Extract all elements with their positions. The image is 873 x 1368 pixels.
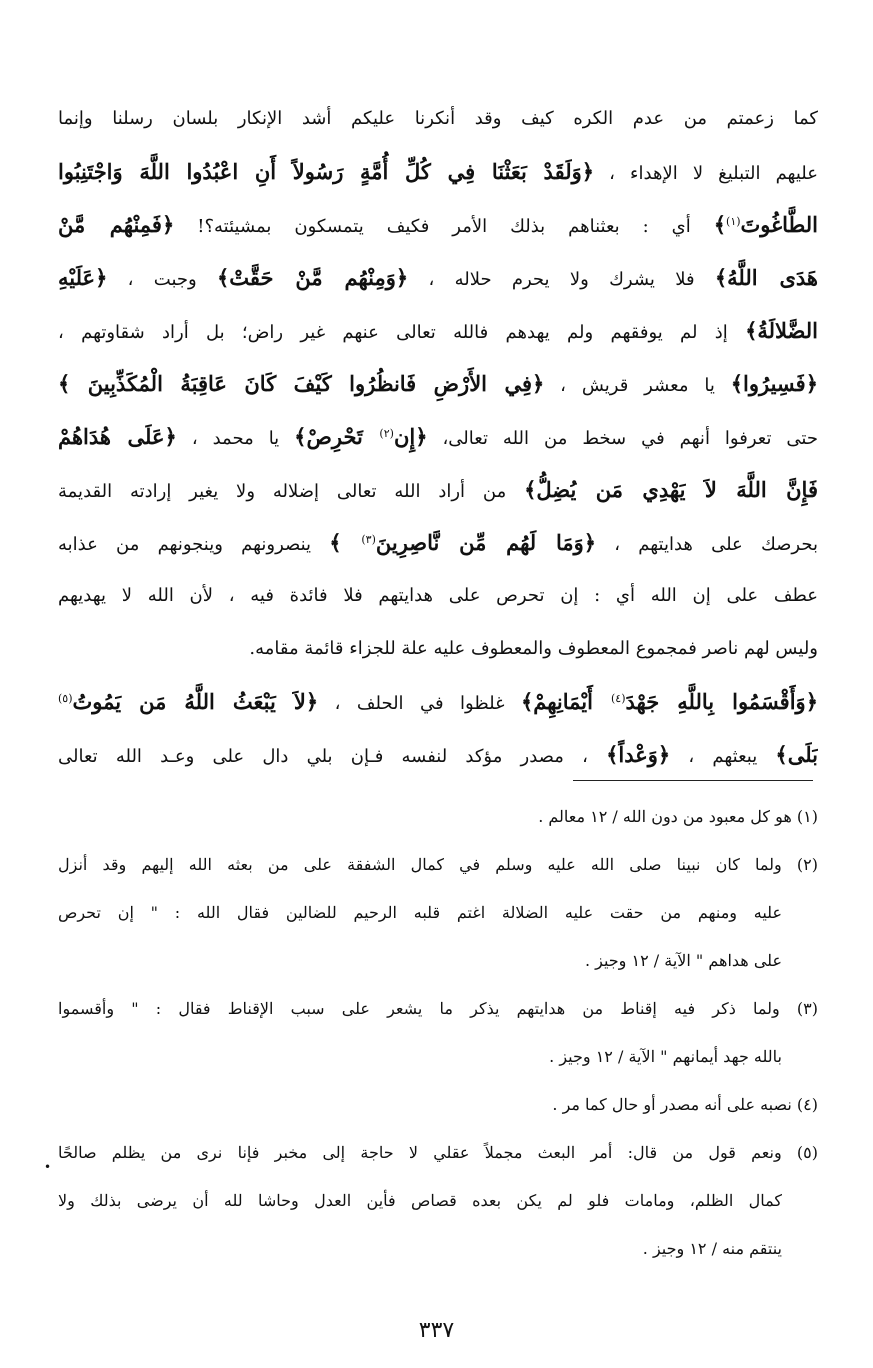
text-line <box>58 251 818 304</box>
commentary-text: إذ لم يوفقهم ولم يهدهم فالله تعالى عنهم غير راض؛ بل أراد شقاوتهم ، <box>58 322 746 343</box>
footnote-5-end: ينتقم منه / ١٢ وجيز . <box>642 1239 782 1258</box>
text-line <box>58 92 818 145</box>
commentary-text: وليس لهم ناصر فمجموع المعطوف والمعطوف عليه علة للجزاء قائمة مقامه. <box>249 638 818 659</box>
quran-verse: ﴿إِن <box>393 424 428 449</box>
quran-verse: أَيْمَانِهِمْ﴾ <box>520 689 611 714</box>
commentary-text: حتى تعرفوا أنهم في سخط من الله تعالى، <box>427 428 818 449</box>
quran-verse: ﴿فِي الأَرْضِ فَانظُرُوا كَيْفَ كَانَ عَاقِبَةُ الْمُكَذِّبِينَ ﴾ <box>58 371 545 396</box>
quran-verse: ﴿وَعْداً﴾ <box>606 742 671 767</box>
quran-verse: تَحْرِصْ﴾ <box>294 424 380 449</box>
quran-verse: ﴿عَلَى هُدَاهُمْ <box>58 424 177 449</box>
footnote-2-cont: عليه ومنهم من حقت عليه الضلالة اغتم قلبه الرحيم للضالين فقال الله : " إن تحرص <box>58 903 782 922</box>
quran-verse: هَدَى اللَّهُ﴾ <box>714 265 818 290</box>
quran-verse: ﴿لاَ يَبْعَثُ اللَّهُ مَن يَمُوتُ <box>72 689 319 714</box>
footnote-2-end: على هداهم " الآية / ١٢ وجيز . <box>584 951 782 970</box>
bullet-mark: • <box>44 1160 52 1174</box>
text-line <box>58 145 818 198</box>
footnote-5: (٥) ونعم قول من قال: أمر البعث مجملاً عقلي لا حاجة إلى مخبر فإنا نرى من يظلم صالحًا <box>58 1143 818 1162</box>
commentary-text: يا محمد ، <box>176 428 295 449</box>
quran-verse: ﴿عَلَيْهِ <box>58 265 108 290</box>
footnote-ref: (١) <box>726 215 741 228</box>
footnote-ref: (٥) <box>58 692 73 705</box>
text-line <box>58 728 818 781</box>
commentary-text: بحرصك على هدايتهم ، <box>596 534 818 555</box>
quran-verse: ﴿وَمِنْهُم مَّنْ حَقَّتْ﴾ <box>216 265 409 290</box>
quran-verse: ﴿وَمَا لَهُم مِّن نَّاصِرِينَ <box>375 530 597 555</box>
text-line <box>58 516 818 569</box>
commentary-text: غلظوا في الحلف ، <box>318 693 521 714</box>
quran-verse: بَلَى﴾ <box>775 742 818 767</box>
text-line <box>58 569 818 622</box>
main-text <box>58 92 818 781</box>
footnote-ref: (٢) <box>379 427 394 440</box>
page-number: ٣٣٧ <box>418 1318 455 1343</box>
text-line <box>58 410 818 463</box>
footnote-ref: (٣) <box>361 533 376 546</box>
commentary-text: فلا يشرك ولا يحرم حلاله ، <box>408 269 715 290</box>
commentary-text: وجبت ، <box>107 269 217 290</box>
quran-verse: الطَّاغُوتَ <box>740 212 818 237</box>
footnote-5-cont: كمال الظلم، ومامات فلو لم يكن بعده قصاص فأين العدل وحاشا لله أن يرضى بذلك ولا <box>58 1191 782 1210</box>
commentary-text: من أراد الله تعالى إضلاله ولا يغير إرادته القديمة <box>58 481 525 502</box>
footnote-separator <box>573 780 813 781</box>
commentary-text: أي : بعثناهم بذلك الأمر فكيف يتمسكون بمشيئته؟! <box>174 216 714 237</box>
footnote-4: (٤) نصبه على أنه مصدر أو حال كما مر . <box>552 1095 818 1114</box>
footnote-2: (٢) ولما كان نبينا صلى الله عليه وسلم في كمال الشفقة على من بعثه الله إليهم وقد أنزل <box>58 855 818 874</box>
commentary-text: كما زعمتم من عدم الكره كيف وقد أنكرنا عليكم أشد الإنكار بلسان رسلنا وإنما <box>58 108 818 129</box>
commentary-text: عليهم التبليغ لا الإهداء ، <box>594 163 818 184</box>
quran-verse: ﴾ <box>713 212 727 237</box>
quran-verse: ﴿وَأَقْسَمُوا بِاللَّهِ جَهْدَ <box>625 689 818 714</box>
footnote-ref: (٤) <box>611 692 626 705</box>
commentary-text: ، مصدر مؤكد لنفسه فـإن بلي دال على وعـد الله تعالى <box>58 746 607 767</box>
quran-verse: ﴿فَسِيرُوا﴾ <box>730 371 818 396</box>
quran-verse: ﴿فَمِنْهُم مَّنْ <box>58 212 175 237</box>
commentary-text: عطف على إن الله أي : إن تحرص على هدايتهم فلا فائدة فيه ، لأن الله لا يهديهم <box>58 585 818 606</box>
quran-verse: ﴿وَلَقَدْ بَعَثْنَا فِي كُلِّ أُمَّةٍ رَسُولاً أَنِ اعْبُدُوا اللَّهَ وَاجْتَنِبُوا <box>58 159 595 184</box>
footnote-3-end: بالله جهد أيمانهم " الآية / ١٢ وجيز . <box>549 1047 782 1066</box>
commentary-text: يبعثهم ، <box>670 746 776 767</box>
footnote-3: (٣) ولما ذكر فيه إقناط من هدايتهم يذكر ما يشعر على سبب الإقناط فقال : " وأقسموا <box>58 999 818 1018</box>
commentary-text: يا معشر قريش ، <box>544 375 731 396</box>
text-line <box>58 198 818 251</box>
quran-verse: ﴾ <box>329 530 362 555</box>
footnotes <box>58 793 818 1273</box>
text-line <box>58 622 818 675</box>
text-line <box>58 463 818 516</box>
quran-verse: فَإِنَّ اللَّهَ لاَ يَهْدِي مَن يُضِلُّ﴾ <box>524 477 818 502</box>
text-line <box>58 675 818 728</box>
text-line <box>58 304 818 357</box>
footnote-1: (١) هو كل معبود من دون الله / ١٢ معالم . <box>538 807 818 826</box>
quran-verse: الضَّلالَةُ﴾ <box>745 318 818 343</box>
text-line <box>58 357 818 410</box>
commentary-text: ينصرونهم وينجونهم من عذابه <box>58 534 330 555</box>
